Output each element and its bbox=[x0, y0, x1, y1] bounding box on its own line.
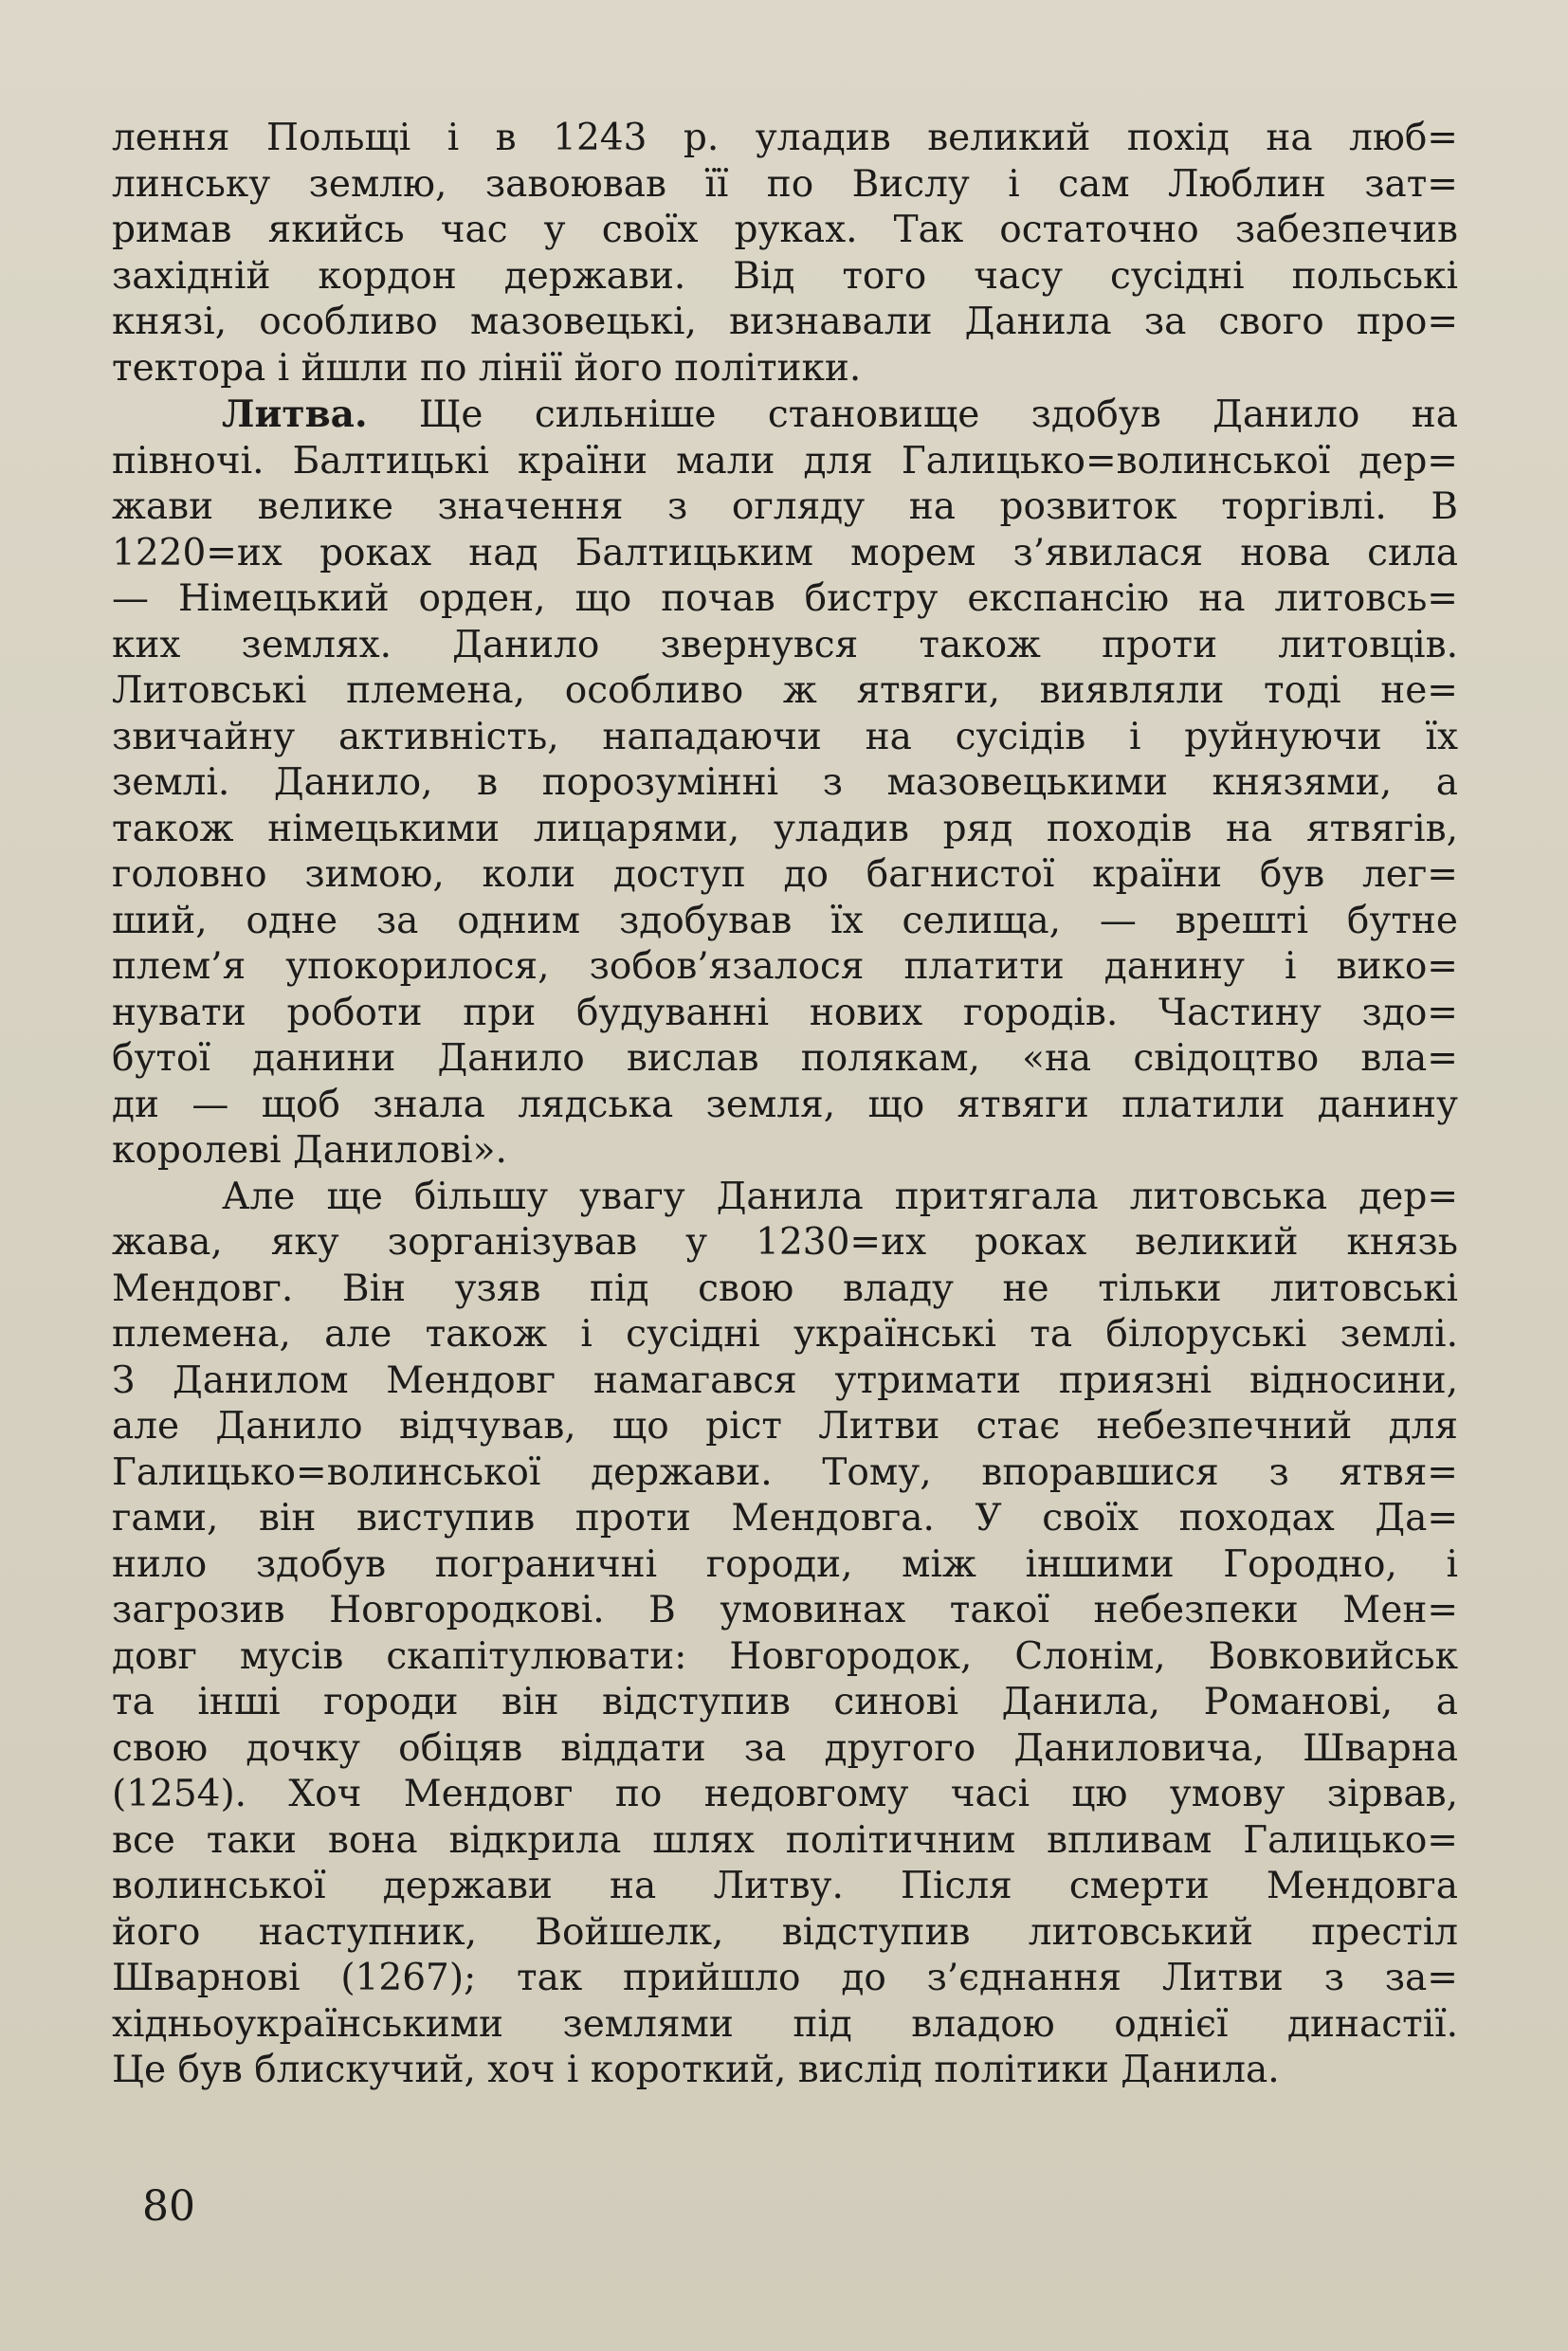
text-line: також німецькими лицарями, уладив ряд походів на ятвягів, bbox=[112, 807, 1458, 850]
text-line: все таки вона відкрила шлях політичним впливам Галицько= bbox=[112, 1818, 1458, 1862]
text-line: Але ще більшу увагу Данила притягала литовська дер= bbox=[222, 1175, 1458, 1218]
body-text bbox=[112, 116, 1458, 2094]
text-line: З Данилом Мендовг намагався утримати приязні відносини, bbox=[112, 1358, 1458, 1402]
text-line: Литовські племена, особливо ж ятвяги, виявляли тоді не= bbox=[112, 669, 1458, 712]
text-line: волинської держави на Литву. Після смерти Мендовга bbox=[112, 1865, 1458, 1907]
text-line: головно зимою, коли доступ до багнистої країни був лег= bbox=[112, 853, 1458, 896]
text-line: линську землю, завоював її по Вислу і сам Люблин зат= bbox=[112, 162, 1458, 206]
text-line: жави велике значення з огляду на розвиток торгівлі. В bbox=[112, 485, 1458, 528]
text-line: Галицько=волинської держави. Тому, впоравшися з ятвя= bbox=[112, 1450, 1458, 1494]
text-line: тектора і йшли по лінії його політики. bbox=[112, 346, 862, 390]
text-line: ких землях. Данило звернувся також проти литовців. bbox=[112, 623, 1458, 666]
text-line: свою дочку обіцяв віддати за другого Даниловича, Шварна bbox=[112, 1726, 1458, 1770]
text-line: Шварнові (1267); так прийшло до з’єднання Литви з за= bbox=[112, 1957, 1458, 1999]
text-line: Це був блискучий, хоч і короткий, вислід політики Данила. bbox=[112, 2049, 1280, 2091]
text-line: півночі. Балтицькі країни мали для Галицько=волинської дер= bbox=[112, 439, 1458, 483]
text-line: бутої данини Данило вислав полякам, «на свідоцтво вла= bbox=[112, 1037, 1458, 1080]
section-first-line bbox=[112, 392, 1458, 439]
text-line: князі, особливо мазовецькі, визнавали Данила за свого про= bbox=[112, 301, 1458, 343]
text-line: ди — щоб знала лядська земля, що ятвяги платили данину bbox=[112, 1083, 1458, 1126]
text-line: римав якийсь час у своїх руках. Так остаточно забезпечив bbox=[112, 209, 1458, 251]
text-line: гами, він виступив проти Мендовга. У своїх походах Да= bbox=[112, 1497, 1458, 1540]
section-heading: Литва. bbox=[222, 392, 368, 436]
text-line: ший, одне за одним здобував їх селища, — врешті бутне bbox=[112, 899, 1458, 942]
text-line: хідньоукраїнськими землями під владою однієї династії. bbox=[112, 2002, 1458, 2046]
text-line: західній кордон держави. Від того часу сусідні польські bbox=[112, 254, 1458, 298]
text-line: загрозив Новгородкові. В умовинах такої небезпеки Мен= bbox=[112, 1589, 1458, 1631]
text-line: але Данило відчував, що ріст Литви стає небезпечний для bbox=[112, 1405, 1458, 1448]
text-line: нувати роботи при будуванні нових городів. Частину здо= bbox=[112, 991, 1458, 1034]
page-number: 80 bbox=[142, 2182, 195, 2231]
text-line: лення Польщі і в 1243 р. уладив великий похід на люб= bbox=[112, 117, 1458, 159]
text-line: жава, яку зорганізував у 1230=их роках великий князь bbox=[112, 1221, 1458, 1264]
text-line: довг мусів скапітулювати: Новгородок, Слонім, Вовковийськ bbox=[112, 1634, 1458, 1678]
text-line: його наступник, Войшелк, відступив литовський престіл bbox=[112, 1910, 1458, 1954]
text-line: плем’я упокорилося, зобов’язалося платити данину і вико= bbox=[112, 945, 1458, 988]
text-line: — Німецький орден, що почав бистру експансію на литовсь= bbox=[112, 577, 1458, 620]
text-line: 1220=их роках над Балтицьким морем з’явилася нова сила bbox=[112, 531, 1458, 574]
text-line: Мендовг. Він узяв під свою владу не тільки литовські bbox=[112, 1267, 1458, 1310]
text-line: племена, але також і сусідні українські та білоруські землі. bbox=[112, 1313, 1458, 1356]
text-line: землі. Данило, в порозумінні з мазовецькими князями, а bbox=[112, 761, 1458, 804]
text-line: та інші городи він відступив синові Данила, Романові, а bbox=[112, 1681, 1458, 1723]
text-line: (1254). Хоч Мендовг по недовгому часі цю умову зірвав, bbox=[112, 1773, 1458, 1815]
text-line: Ще сильніше становище здобув Данило на bbox=[418, 393, 1458, 436]
text-line: нило здобув пограничні городи, між іншими Городно, і bbox=[112, 1542, 1458, 1586]
text-line: королеві Данилові». bbox=[112, 1129, 507, 1172]
text-line: звичайну активність, нападаючи на сусідів і руйнуючи їх bbox=[112, 715, 1458, 758]
